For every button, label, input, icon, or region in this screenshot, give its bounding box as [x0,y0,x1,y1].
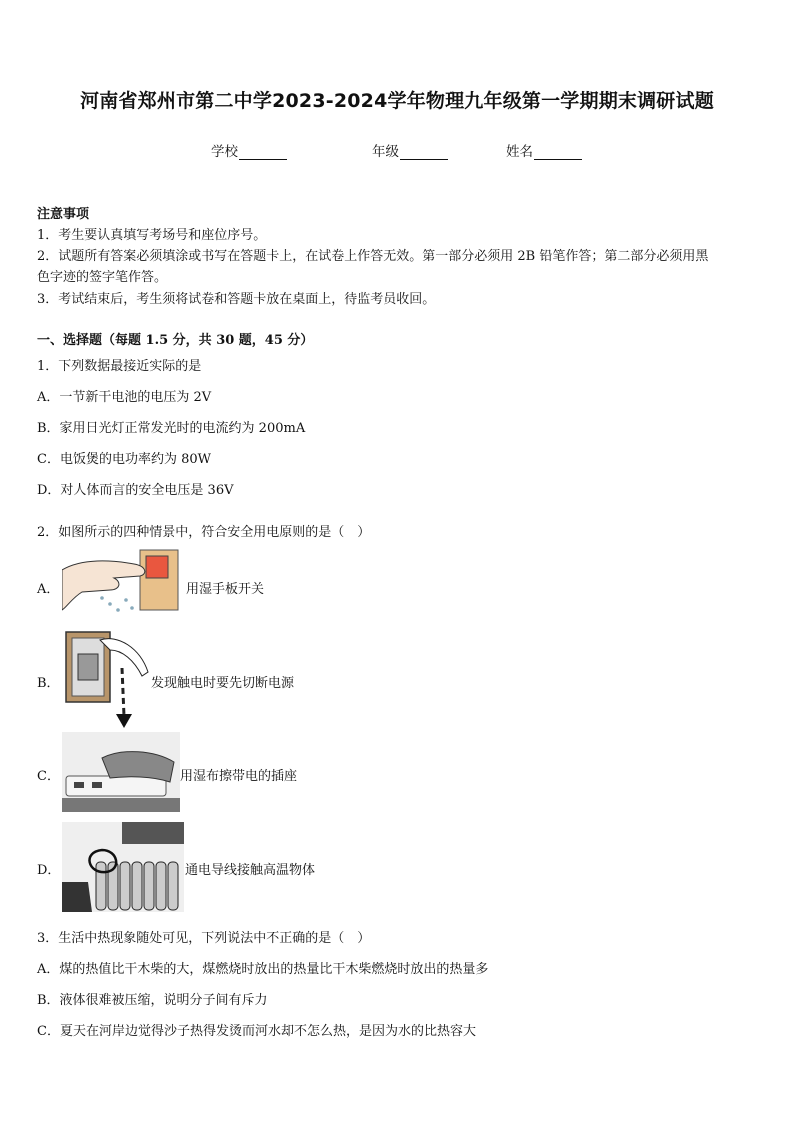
cut-power-image [62,628,152,732]
grade-label: 年级 [372,144,399,160]
notice-heading: 注意事项 [37,207,90,222]
section-heading: 一、选择题（每题 1.5 分，共 30 题，45 分） [37,333,314,348]
grade-blank[interactable] [400,145,448,160]
question-3-option-b: B．液体很难被压缩，说明分子间有斥力 [37,993,268,1008]
question-1-option-b: B．家用日光灯正常发光时的电流约为 200mA [37,421,306,436]
question-2-option-b-letter: B． [37,676,60,691]
notice-item: 2．试题所有答案必须填涂或书写在答题卡上，在试卷上作答无效。第一部分必须用 2B 铅笔作答；第二部分必须用黑 [37,249,709,264]
question-3-stem: 3．生活中热现象随处可见，下列说法中不正确的是（ ） [37,931,371,946]
question-1-option-d: D．对人体而言的安全电压是 36V [37,483,234,498]
question-1-stem: 1．下列数据最接近实际的是 [37,359,202,374]
school-field [211,140,287,160]
question-2-option-d-letter: D． [37,863,61,878]
name-label: 姓名 [506,144,533,160]
question-1-option-a: A．一节新干电池的电压为 2V [37,390,212,405]
wet-cloth-socket-image [62,732,180,812]
notice-item: 3．考试结束后，考生须将试卷和答题卡放在桌面上，待监考员收回。 [37,292,436,307]
school-label: 学校 [211,144,238,160]
question-2-option-c-caption: 用湿布擦带电的插座 [180,769,298,784]
notice-item: 1．考生要认真填写考场号和座位序号。 [37,228,267,243]
question-2-option-b-caption: 发现触电时要先切断电源 [151,676,295,691]
name-field [506,140,582,160]
question-2-option-a-letter: A． [37,582,60,597]
wire-heater-image [62,822,184,912]
notice-item: 色字迹的签字笔作答。 [37,270,168,285]
grade-field [372,140,448,160]
name-blank[interactable] [534,145,582,160]
question-1-option-c: C．电饭煲的电功率约为 80W [37,452,211,467]
school-blank[interactable] [239,145,287,160]
question-2-option-a-caption: 用湿手板开关 [186,582,265,597]
question-2-option-c-letter: C． [37,769,60,784]
question-2-option-d-caption: 通电导线接触高温物体 [185,863,316,878]
question-3-option-c: C．夏天在河岸边觉得沙子热得发烫而河水却不怎么热，是因为水的比热容大 [37,1024,476,1039]
question-2-stem: 2．如图所示的四种情景中，符合安全用电原则的是（ ） [37,525,371,540]
wet-hand-switch-image [62,548,182,618]
page-title: 河南省郑州市第二中学2023-2024学年物理九年级第一学期期末调研试题 [80,90,714,112]
question-3-option-a: A．煤的热值比干木柴的大，煤燃烧时放出的热量比干木柴燃烧时放出的热量多 [37,962,489,977]
